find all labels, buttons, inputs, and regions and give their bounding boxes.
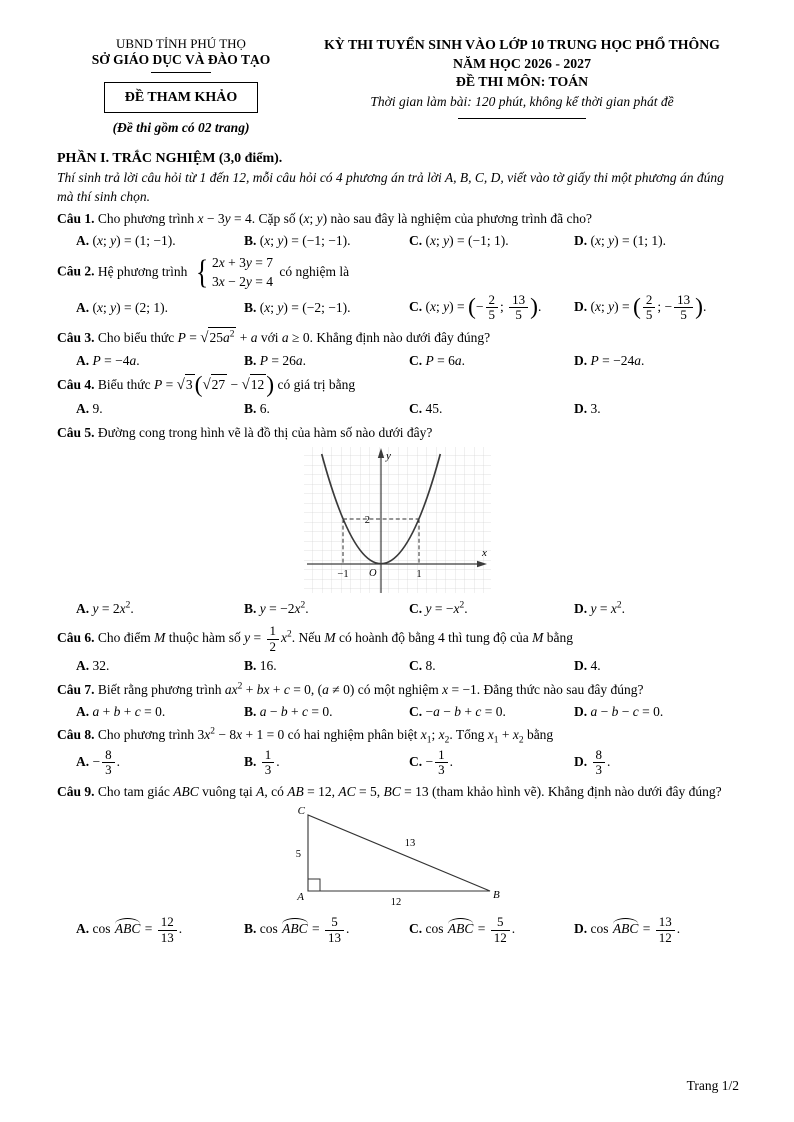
vertex-b-label: B — [493, 889, 500, 902]
side-ab-label: 12 — [390, 897, 402, 909]
triangle-sides — [308, 815, 490, 891]
question-label: Câu 1. — [57, 211, 95, 227]
question-8-options — [57, 747, 739, 779]
option-d: D. $\frac{8}{3}$ . — [574, 746, 611, 778]
x-tick-neg1: −1 — [337, 569, 349, 581]
question-label: Câu 9. — [57, 783, 95, 799]
exam-type-box: ĐỀ THAM KHẢO — [104, 82, 259, 113]
question-text: Biết rằng phương trình $ax^2$ + bx + c = 0, (a ≠ 0) có một nghiệm x = −1. Đẳng thức nào sau đây đúng? — [97, 681, 644, 698]
option-a: A. a + b + c = 0. — [76, 703, 166, 719]
option-a: A. 32. — [76, 658, 110, 674]
option-b: B. $\frac{1}{3}$ . — [244, 746, 280, 778]
question-label: Câu 8. — [57, 727, 95, 743]
triangle-figure-wrap — [57, 805, 739, 911]
question-5-options — [57, 599, 739, 620]
vertex-c-label: C — [297, 805, 305, 818]
x-axis-label: x — [482, 547, 487, 560]
question-label: Câu 6. — [57, 630, 95, 646]
option-d: D. P = −24a. — [574, 352, 645, 368]
header-left — [57, 36, 305, 136]
option-a: A. $y = 2x^2$. — [76, 600, 134, 617]
question-label: Câu 5. — [57, 425, 95, 441]
option-b: B. (x; y) = (−2; −1). — [244, 299, 351, 315]
question-text: Cho phương trình x − 3y = 4. Cặp số (x; y) nào sau đây là nghiệm của phương trình đã cho? — [97, 211, 592, 227]
question-3 — [57, 327, 739, 350]
option-c: C. $y = -x^2$. — [409, 600, 468, 617]
subject-line: ĐỀ THI MÔN: TOÁN — [455, 74, 589, 90]
origin-label: O — [369, 568, 377, 580]
option-a: A. (x; y) = (1; −1). — [76, 232, 176, 248]
question-4 — [57, 374, 739, 398]
school-year: NĂM HỌC 2026 - 2027 — [453, 55, 591, 71]
question-1-options — [57, 231, 739, 252]
right-angle-mark — [308, 879, 320, 891]
org-line-1: UBND TỈNH PHÚ THỌ — [116, 36, 246, 51]
option-b: B. a − b + c = 0. — [244, 703, 333, 719]
side-bc-label: 13 — [404, 838, 416, 850]
question-8 — [57, 725, 739, 745]
side-ac-label: 5 — [295, 849, 301, 861]
question-5 — [57, 423, 739, 443]
question-text: Biểu thức P = √3(√27 − √12) có giá trị bằng — [97, 372, 356, 399]
triangle-figure — [292, 805, 504, 911]
y-tick-2: 2 — [364, 515, 370, 527]
question-2-options — [57, 292, 739, 324]
question-text: Cho phương trình $3x^2 - 8x + 1 = 0$ có hai nghiệm phân biệt $x_1$; $x_2$. Tổng $x_1 + x_2$ bằng — [97, 726, 554, 747]
option-a: A. cos ABC = $\frac{12}{13}$ . — [76, 914, 183, 945]
pages-note: (Đề thi gồm có 02 trang) — [112, 120, 250, 135]
y-axis-label: y — [386, 450, 391, 463]
option-d: D. cos ABC = $\frac{13}{12}$ . — [574, 914, 681, 945]
option-a: A. − $\frac{8}{3}$ . — [76, 746, 120, 778]
parabola-figure-wrap — [57, 446, 739, 596]
option-d: D. 4. — [574, 658, 601, 674]
option-c: C. P = 6a. — [409, 352, 465, 368]
question-7-options — [57, 702, 739, 723]
option-a: A. 9. — [76, 401, 103, 417]
header-right-rule — [458, 118, 586, 119]
option-d: D. a − b − c = 0. — [574, 703, 664, 719]
question-9 — [57, 782, 739, 802]
section-title: PHẦN I. TRẮC NGHIỆM (3,0 điểm). — [57, 151, 283, 166]
question-text: Đường cong trong hình vẽ là đồ thị của hàm số nào dưới đây? — [97, 425, 433, 441]
option-c: C. − $\frac{1}{3}$ . — [409, 746, 453, 778]
header — [57, 36, 739, 136]
option-c: C. 8. — [409, 658, 436, 674]
option-b: B. 16. — [244, 658, 277, 674]
option-d: D. $y = x^2$. — [574, 600, 625, 617]
page-number: Trang 1/2 — [686, 1078, 739, 1093]
option-b: B. P = 26a. — [244, 352, 307, 368]
question-3-options — [57, 351, 739, 372]
question-text: Cho tam giác ABC vuông tại A, có AB = 12, AC = 5, BC = 13 (tham khảo hình vẽ). Khẳng định nào dưới đây đúng? — [97, 783, 722, 799]
question-label: Câu 3. — [57, 330, 95, 346]
option-b: B. cos ABC = $\frac{5}{13}$ . — [244, 914, 350, 945]
option-c: C. (x; y) = (− $\frac{2}{5}$ ; $\frac{13}{5}$ ). — [409, 291, 542, 323]
question-text: Cho biểu thức $P = √25a^2 + a$ với a ≥ 0. Khẳng định nào dưới đây đúng? — [98, 330, 490, 345]
option-c: C. −a − b + c = 0. — [409, 703, 506, 719]
option-c: C. cos ABC = $\frac{5}{12}$ . — [409, 914, 516, 945]
question-text: Cho điểm M thuộc hàm số y = $\frac{1}{2}$ $x^2$. Nếu M có hoành độ bằng 4 thì tung độ của M bằng — [97, 623, 573, 654]
option-d: D. 3. — [574, 401, 601, 417]
vertex-a-label: A — [297, 891, 304, 904]
org-line-2: SỞ GIÁO DỤC VÀ ĐÀO TẠO — [91, 52, 271, 67]
question-4-options — [57, 399, 739, 420]
question-6-options — [57, 656, 739, 677]
question-7 — [57, 680, 739, 700]
question-label: Câu 4. — [57, 377, 95, 393]
option-c: C. (x; y) = (−1; 1). — [409, 232, 509, 248]
exam-title: KỲ THI TUYỂN SINH VÀO LỚP 10 TRUNG HỌC PHỔ THÔNG — [324, 37, 720, 52]
graph-grid — [304, 447, 491, 593]
question-label: Câu 2. — [57, 263, 95, 279]
question-label: Câu 7. — [57, 682, 95, 698]
option-b: B. 6. — [244, 401, 270, 417]
section-instructions: Thí sinh trả lời câu hỏi từ 1 đến 12, mỗi câu hỏi có 4 phương án trả lời A, B, C, D, viết vào tờ giấy thi một phương án đúng mà thí sinh chọn. — [57, 170, 724, 205]
option-b: B. (x; y) = (−1; −1). — [244, 232, 351, 248]
option-d: D. (x; y) = (1; 1). — [574, 232, 666, 248]
option-a: A. (x; y) = (2; 1). — [76, 299, 168, 315]
option-b: B. $y = -2x^2$. — [244, 600, 309, 617]
question-9-options — [57, 914, 739, 946]
parabola-figure — [303, 446, 493, 596]
x-tick-1: 1 — [416, 569, 422, 581]
question-1 — [57, 209, 739, 229]
question-6 — [57, 623, 739, 655]
header-right — [305, 36, 739, 119]
option-a: A. P = −4a. — [76, 352, 140, 368]
duration-line: Thời gian làm bài: 120 phút, không kể thời gian phát đề — [370, 93, 674, 109]
question-2 — [57, 254, 739, 290]
option-c: C. 45. — [409, 401, 443, 417]
question-text: Hệ phương trình { 2x + 3y = 7 3x − 2y = 4 có nghiệm là — [97, 253, 350, 291]
header-left-rule — [151, 72, 211, 73]
option-d: D. (x; y) = ( $\frac{2}{5}$ ; − $\frac{13}{5}$ ). — [574, 291, 707, 323]
